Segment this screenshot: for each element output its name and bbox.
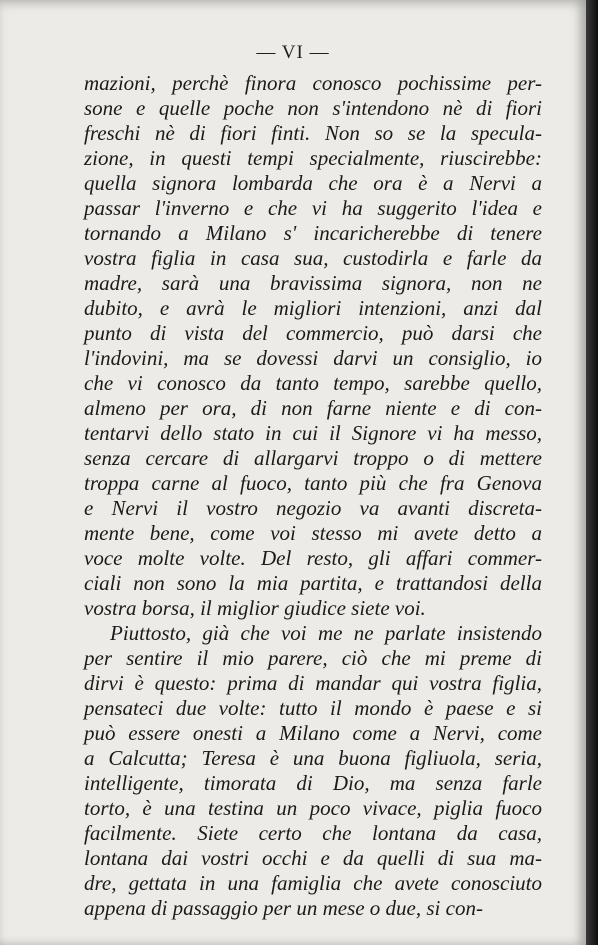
text-line: dubito, e avrà le migliori intenzioni, anzi dal — [84, 296, 542, 320]
text-line: tentarvi dello stato in cui il Signore vi ha messo, — [84, 421, 542, 445]
text-line: che vi conosco da tanto tempo, sarebbe quello, — [84, 371, 542, 395]
text-line: appena di passaggio per un mese o due, si con- — [84, 896, 483, 920]
page-number: — VI — — [256, 42, 330, 63]
text-line: madre, sarà una bravissima signora, non ne — [84, 271, 542, 295]
text-line: l'indovini, ma se dovessi darvi un consiglio, io — [84, 346, 542, 370]
text-line: sone e quelle poche non s'intendono nè di fiori — [84, 96, 542, 120]
text-line: voce molte volte. Del resto, gli affari commer- — [84, 546, 542, 570]
text-line: facilmente. Siete certo che lontana da casa, — [84, 821, 542, 845]
text-line: vostra figlia in casa sua, custodirla e farle da — [84, 246, 542, 270]
text-line: almeno per ora, di non farne niente e di con- — [84, 396, 542, 420]
text-line: pensateci due volte: tutto il mondo è paese e si — [84, 696, 542, 720]
text-line: torto, è una testina un poco vivace, piglia fuoco — [84, 796, 542, 820]
text-line: troppa carne al fuoco, tanto più che fra Genova — [84, 471, 542, 495]
text-line: passar l'inverno e che vi ha suggerito l'idea e — [84, 196, 542, 220]
paragraph — [84, 621, 542, 921]
text-line: Piuttosto, già che voi me ne parlate insistendo — [110, 621, 542, 645]
text-line: zione, in questi tempi specialmente, riuscirebbe: — [84, 146, 542, 170]
text-line: può essere onesti a Milano come a Nervi, come — [84, 721, 542, 745]
text-line: per sentire il mio parere, ciò che mi preme di — [84, 646, 542, 670]
text-line: intelligente, timorata di Dio, ma senza farle — [84, 771, 542, 795]
text-line: ciali non sono la mia partita, e trattandosi della — [84, 571, 542, 595]
text-line: dirvi è questo: prima di mandar qui vostra figlia, — [84, 671, 542, 695]
text-line: freschi nè di fiori finti. Non so se la specula- — [84, 121, 542, 145]
text-line: vostra borsa, il miglior giudice siete voi. — [84, 596, 426, 620]
text-line: senza cercare di allargarvi troppo o di mettere — [84, 446, 542, 470]
paragraph — [84, 71, 542, 621]
text-line: punto di vista del commercio, può darsi che — [84, 321, 542, 345]
page-edge-shadow — [586, 0, 598, 945]
page-body-text — [84, 71, 542, 921]
text-line: mazioni, perchè finora conosco pochissime per- — [84, 71, 542, 95]
text-line: tornando a Milano s' incaricherebbe di tenere — [84, 221, 542, 245]
text-line: dre, gettata in una famiglia che avete conosciuto — [84, 871, 542, 895]
text-line: quella signora lombarda che ora è a Nervi a — [84, 171, 542, 195]
text-line: lontana dai vostri occhi e da quelli di sua ma- — [84, 846, 542, 870]
text-line: mente bene, come voi stesso mi avete detto a — [84, 521, 542, 545]
text-line: a Calcutta; Teresa è una buona figliuola, seria, — [84, 746, 542, 770]
text-line: e Nervi il vostro negozio va avanti discreta- — [84, 496, 542, 520]
